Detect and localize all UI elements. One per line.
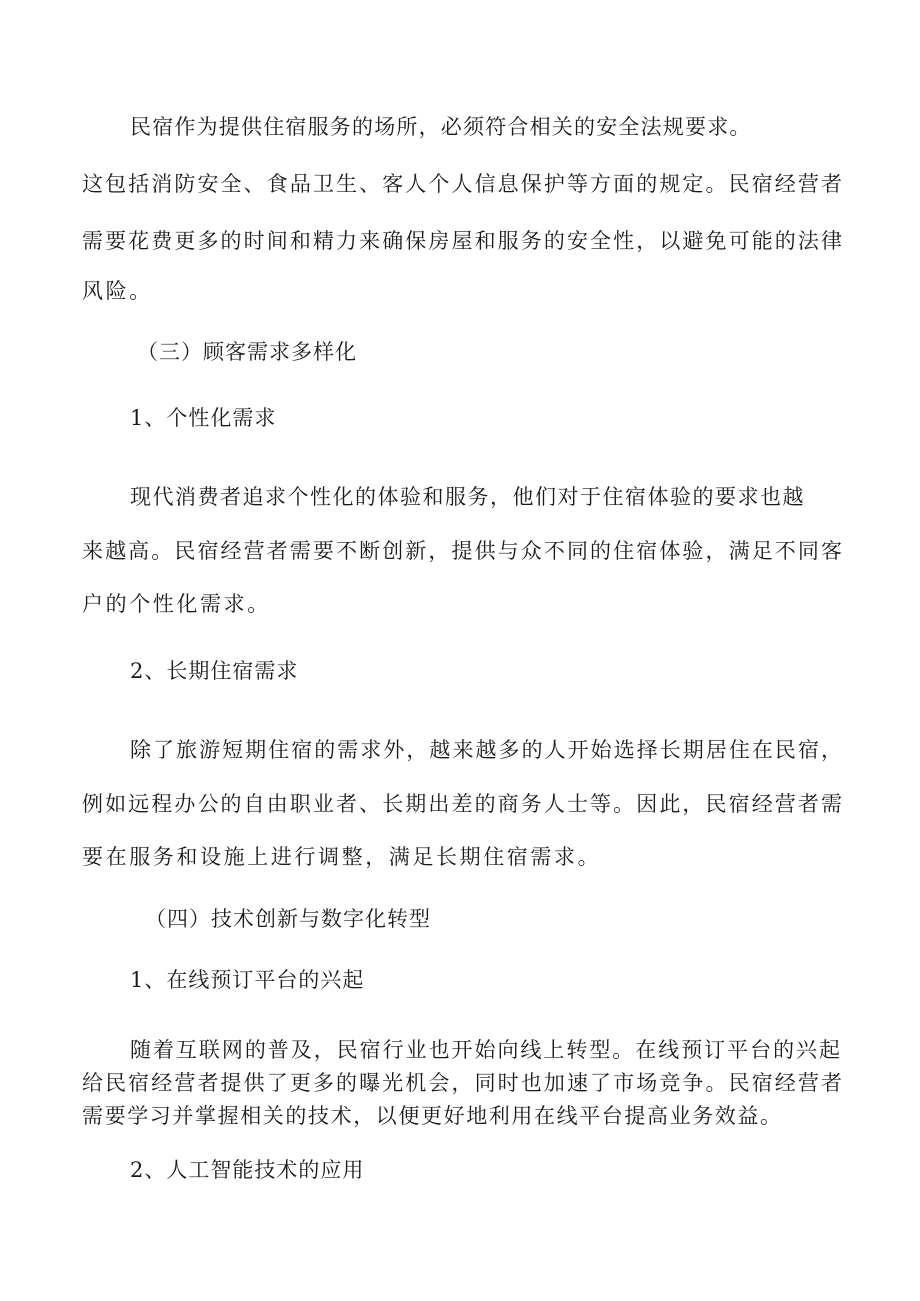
paragraph-line: 民宿作为提供住宿服务的场所，必须符合相关的安全法规要求。 xyxy=(130,115,752,139)
paragraph-line: 要在服务和设施上进行调整，满足长期住宿需求。 xyxy=(82,845,602,869)
paragraph-line: 需要学习并掌握相关的技术，以便更好地利用在线平台提高业务效益。 xyxy=(82,1104,783,1128)
paragraph-line: 给民宿经营者提供了更多的曝光机会，同时也加速了市场竞争。民宿经营者 xyxy=(82,1071,842,1095)
section-heading: （三）顾客需求多样化 xyxy=(137,340,357,364)
subsection-heading: 2、人工智能技术的应用 xyxy=(130,1158,365,1182)
paragraph-line: 户的个性化需求。 xyxy=(82,592,271,616)
paragraph-line: 除了旅游短期住宿的需求外，越来越多的人开始选择长期居住在民宿， xyxy=(130,738,842,762)
section-heading: （四）技术创新与数字化转型 xyxy=(145,907,431,931)
paragraph-line: 需要花费更多的时间和精力来确保房屋和服务的安全性，以避免可能的法律 xyxy=(82,229,842,253)
paragraph-line: 现代消费者追求个性化的体验和服务，他们对于住宿体验的要求也越 xyxy=(130,485,805,509)
paragraph-line: 这包括消防安全、食品卫生、客人个人信息保护等方面的规定。民宿经营者 xyxy=(82,172,842,196)
paragraph-line: 随着互联网的普及，民宿行业也开始向线上转型。在线预订平台的兴起 xyxy=(130,1038,840,1062)
paragraph-line: 风险。 xyxy=(82,279,153,303)
subsection-heading: 2、长期住宿需求 xyxy=(130,659,299,683)
subsection-heading: 1、在线预订平台的兴起 xyxy=(130,968,365,992)
subsection-heading: 1、个性化需求 xyxy=(130,406,277,430)
paragraph-line: 例如远程办公的自由职业者、长期出差的商务人士等。因此，民宿经营者需 xyxy=(82,792,842,816)
paragraph-line: 来越高。民宿经营者需要不断创新，提供与众不同的住宿体验，满足不同客 xyxy=(82,539,842,563)
